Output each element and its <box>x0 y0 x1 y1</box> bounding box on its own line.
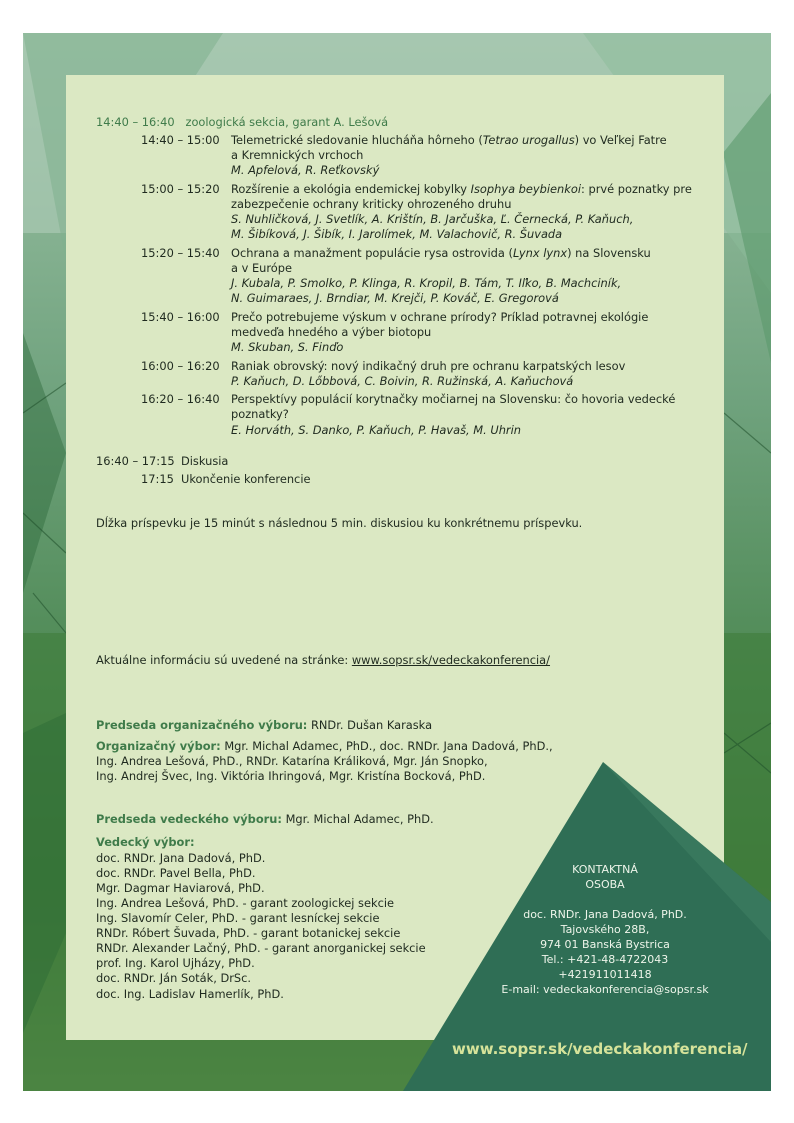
sci-chair-value: Mgr. Michal Adamec, PhD. <box>281 812 434 826</box>
website-link[interactable]: www.sopsr.sk/vedeckakonferencia/ <box>351 653 551 667</box>
contact-email[interactable]: E-mail: vedeckakonferencia@sopsr.sk <box>501 983 709 996</box>
contact-street: Tajovského 28B, <box>560 923 650 936</box>
contact-mobile: +421911011418 <box>558 968 652 981</box>
sci-committee-member: doc. RNDr. Ján Soták, DrSc. <box>96 971 252 985</box>
contact-heading-2: OSOBA <box>585 878 625 891</box>
discussion-label: Diskusia <box>181 454 229 468</box>
sci-committee-member: doc. RNDr. Pavel Bella, PhD. <box>96 866 256 880</box>
contact-heading-1: KONTAKTNÁ <box>572 863 638 876</box>
talk-time: 14:40 – 15:00 <box>141 133 220 147</box>
contact-name: doc. RNDr. Jana Dadová, PhD. <box>523 908 687 921</box>
session-time: 14:40 – 16:40 <box>96 115 175 129</box>
org-committee-line: Ing. Andrej Švec, Ing. Viktória Ihringová, Mgr. Kristína Bocková, PhD. <box>96 769 486 783</box>
talk-time: 16:00 – 16:20 <box>141 359 220 373</box>
org-committee-label: Organizačný výbor: <box>96 739 221 753</box>
talk-title-continued: medveďa hnedého a výber biotopu <box>231 325 432 339</box>
talk-authors: J. Kubala, P. Smolko, P. Klinga, R. Kropil, B. Tám, T. Iľko, B. Machciník, <box>231 276 622 290</box>
footer-website-link[interactable]: www.sopsr.sk/vedeckakonferencia/ <box>452 1040 748 1058</box>
org-committee-line: Ing. Andrea Lešová, PhD., RNDr. Katarína Králiková, Mgr. Ján Snopko, <box>96 754 488 768</box>
discussion-time: 16:40 – 17:15 <box>96 454 175 468</box>
talk-title-continued: a Kremnických vrchoch <box>231 148 364 162</box>
sci-committee-member: doc. Ing. Ladislav Hamerlík, PhD. <box>96 987 284 1001</box>
contact-phone: Tel.: +421-48-4722043 <box>541 953 669 966</box>
session-title: zoologická sekcia, garant A. Lešová <box>185 115 389 129</box>
talk-title: Prečo potrebujeme výskum v ochrane prírody? Príklad potravnej ekológie <box>231 310 649 324</box>
sci-committee-label: Vedecký výbor: <box>96 835 195 849</box>
talk-length-note: Dĺžka príspevku je 15 minút s následnou 5 min. diskusiou ku konkrétnemu príspevku. <box>96 516 583 530</box>
talk-authors: M. Skuban, S. Finďo <box>231 340 344 354</box>
talk-time: 15:20 – 15:40 <box>141 246 220 260</box>
sci-committee-member: RNDr. Róbert Šuvada, PhD. - garant botanickej sekcie <box>96 926 401 940</box>
sci-committee-member: prof. Ing. Karol Ujházy, PhD. <box>96 956 255 970</box>
talk-title: Raniak obrovský: nový indikačný druh pre ochranu karpatských lesov <box>231 359 626 373</box>
org-chair-value: RNDr. Dušan Karaska <box>307 718 433 732</box>
talk-title-continued: poznatky? <box>231 407 289 421</box>
sci-committee-member: Mgr. Dagmar Haviarová, PhD. <box>96 881 265 895</box>
talk-title-continued: a v Európe <box>231 261 293 275</box>
talk-title: Perspektívy populácií korytnačky močiarnej na Slovensku: čo hovoria vedecké <box>231 392 676 406</box>
talk-authors: P. Kaňuch, D. Lőbbová, C. Boivin, R. Ružinská, A. Kaňuchová <box>231 374 574 388</box>
sci-chair-label: Predseda vedeckého výboru: <box>96 812 282 826</box>
talk-authors: N. Guimaraes, J. Brndiar, M. Krejči, P. Kováč, E. Gregorová <box>231 291 559 305</box>
talk-title: Ochrana a manažment populácie rysa ostrovida (Lynx lynx) na Slovensku <box>231 246 651 260</box>
info-line <box>96 653 550 668</box>
closing-label: Ukončenie konferencie <box>181 472 311 486</box>
sci-committee-member: Ing. Slavomír Celer, PhD. - garant lesníckej sekcie <box>96 911 380 925</box>
session-heading <box>96 115 388 130</box>
org-committee: Organizačný výbor: Mgr. Michal Adamec, PhD., doc. RNDr. Jana Dadová, PhD., <box>96 739 553 753</box>
org-chair-label: Predseda organizačného výboru: <box>96 718 308 732</box>
sci-committee-member: Ing. Andrea Lešová, PhD. - garant zoologickej sekcie <box>96 896 395 910</box>
sci-committee-member: RNDr. Alexander Lačný, PhD. - garant anorganickej sekcie <box>96 941 426 955</box>
talk-title: Rozšírenie a ekológia endemickej kobylky Isophya beybienkoi: prvé poznatky pre <box>231 182 692 196</box>
info-text: Aktuálne informáciu sú uvedené na stránke: <box>96 653 352 667</box>
contact-city: 974 01 Banská Bystrica <box>540 938 670 951</box>
talk-title-continued: zabezpečenie ochrany kriticky ohrozeného druhu <box>231 197 512 211</box>
org-chair <box>96 718 432 733</box>
talk-authors: M. Apfelová, R. Reťkovský <box>231 163 380 177</box>
talk-time: 15:40 – 16:00 <box>141 310 220 324</box>
talk-time: 15:00 – 15:20 <box>141 182 220 196</box>
closing-time: 17:15 <box>141 472 174 486</box>
sci-chair <box>96 812 434 827</box>
talk-title: Telemetrické sledovanie hlucháňa hôrneho (Tetrao urogallus) vo Veľkej Fatre <box>231 133 667 147</box>
talk-authors: E. Horváth, S. Danko, P. Kaňuch, P. Havaš, M. Uhrin <box>231 423 521 437</box>
talk-authors: S. Nuhličková, J. Svetlík, A. Krištín, B. Jarčuška, Ľ. Černecká, P. Kaňuch, <box>231 212 634 226</box>
talk-time: 16:20 – 16:40 <box>141 392 220 406</box>
sci-committee-member: doc. RNDr. Jana Dadová, PhD. <box>96 851 266 865</box>
talk-authors: M. Šibíková, J. Šibík, I. Jarolímek, M. Valachovič, R. Šuvada <box>231 227 563 241</box>
